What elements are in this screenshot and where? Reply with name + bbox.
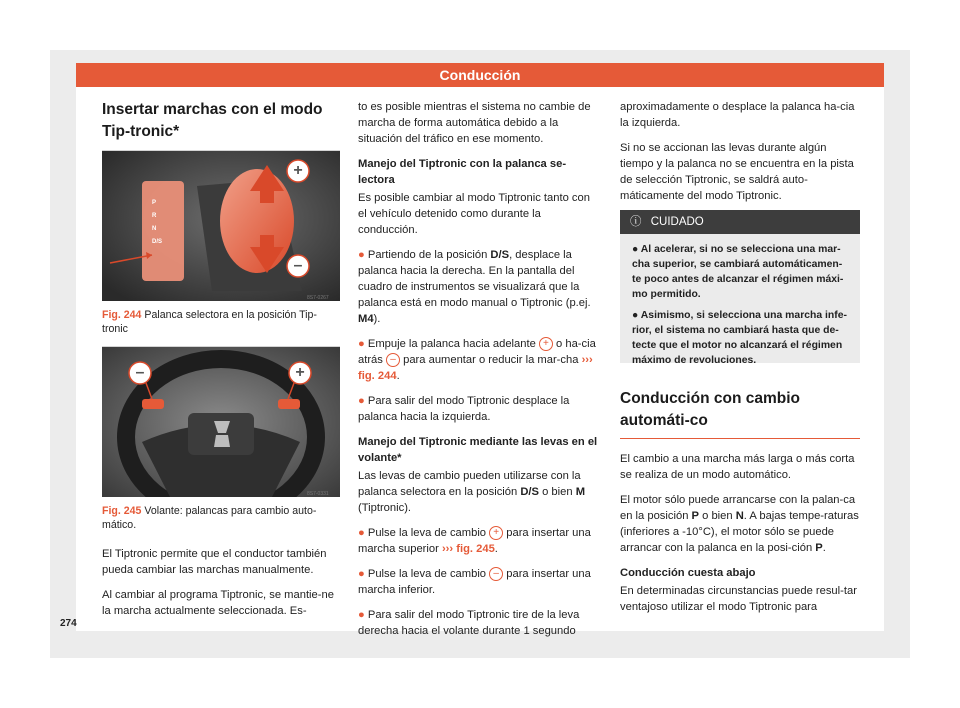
figure-caption-text: Palanca selectora en la posición Tip-tronic	[102, 309, 317, 335]
caution-title: CUIDADO	[650, 216, 704, 228]
section-header: Conducción	[76, 63, 884, 87]
figure-caption-text: Volante: palancas para cambio auto-mático.	[102, 505, 317, 531]
bullet-icon: ●	[358, 249, 365, 261]
text: .	[494, 543, 498, 555]
figure-code: 8S7-0267	[307, 295, 329, 301]
text: . A bajas tempe-raturas (inferiores a -10°C), el motor sólo se puede arrancar con la palanca en la posi-ción	[620, 510, 859, 554]
paragraph: Es posible cambiar al modo Tiptronic tanto con el vehículo detenido como durante la conducción.	[358, 192, 590, 236]
gate-ds: D/S	[152, 239, 163, 245]
caution-item	[632, 308, 848, 368]
text: Las levas de cambio pueden utilizarse con la palanca selectora en la posición	[358, 470, 581, 498]
paragraph: aproximadamente o desplace la palanca ha-cia la izquierda.	[620, 101, 855, 129]
bullet-icon: ●	[632, 244, 639, 255]
caution-item	[632, 242, 848, 302]
paragraph: El cambio a una marcha más larga o más corta se realiza de un modo automático.	[620, 453, 855, 481]
minus-icon: –	[386, 353, 400, 367]
text: Asimismo, si selecciona una marcha infe-rior, el sistema no cambiará hasta que de-tecte que el motor no alcanzará el régimen máximo de revoluciones.	[632, 310, 847, 366]
bullet-icon: ●	[358, 609, 365, 621]
paragraph	[358, 468, 598, 516]
minus-icon: –	[489, 567, 503, 581]
subheading-paddles: Manejo del Tiptronic mediante las levas en el volante*	[358, 436, 598, 464]
figure-link[interactable]: ››› fig. 245	[441, 543, 495, 555]
plus-icon: +	[295, 364, 305, 381]
paragraph: El Tiptronic permite que el conductor también pueda cambiar las marchas manualmente.	[102, 548, 327, 576]
steering-wheel-image	[102, 347, 340, 497]
paragraph	[620, 492, 860, 556]
bullet-icon: ●	[358, 395, 365, 407]
text: o bien	[542, 486, 573, 498]
text: .	[822, 542, 826, 554]
middle-column	[358, 99, 598, 648]
paragraph: Al cambiar al programa Tiptronic, se mantie-ne la marcha actualmente seleccionada. Es-	[102, 589, 334, 617]
list-item	[358, 566, 598, 598]
text: P	[815, 542, 823, 554]
list-item	[358, 247, 598, 327]
gate-p: P	[152, 200, 157, 206]
right-column-bottom	[620, 388, 860, 624]
text: Pulse la leva de cambio	[367, 527, 487, 539]
text: Para salir del modo Tiptronic tire de la leva derecha hacia el volante durante 1 segundo	[358, 609, 580, 637]
bullet-icon: ●	[632, 310, 639, 321]
text: Para salir del modo Tiptronic desplace la palanca hacia la izquierda.	[358, 395, 570, 423]
text: P	[691, 510, 699, 522]
minus-icon: –	[135, 364, 145, 381]
left-column-text	[102, 546, 340, 628]
page-number: 274	[60, 618, 77, 629]
plus-icon: +	[293, 162, 303, 179]
text: .	[396, 370, 400, 382]
text: para insertar una marcha inferior.	[358, 568, 591, 596]
figure-number: Fig. 244	[102, 309, 142, 321]
minus-icon: –	[293, 257, 303, 274]
paragraph: Si no se accionan las levas durante algún tiempo y la palanca no se encuentra en la pista de selección Tiptronic, se saldrá auto-máticamente del modo Tiptronic.	[620, 142, 854, 202]
figure-code: 8S7-0331	[307, 491, 329, 497]
gate-r: R	[152, 213, 157, 219]
section-heading-tiptronic: Insertar marchas con el modo Tip-tronic*	[102, 101, 323, 140]
list-item	[358, 393, 598, 425]
caution-box	[620, 210, 860, 366]
bullet-icon: ●	[358, 338, 365, 350]
text: Partiendo de la posición	[367, 249, 488, 261]
text: (Tiptronic).	[358, 502, 412, 514]
text: M	[575, 486, 586, 498]
text: N	[735, 510, 744, 522]
text: Pulse la leva de cambio	[367, 568, 487, 580]
figure-caption	[102, 504, 340, 532]
info-icon: ⓘ	[630, 216, 642, 228]
caution-header	[620, 210, 860, 234]
figure-245	[102, 346, 340, 531]
text: para aumentar o reducir la mar-cha	[403, 354, 579, 366]
list-item	[358, 607, 598, 639]
list-item	[358, 525, 598, 557]
subheading-downhill: Conducción cuesta abajo	[620, 567, 756, 579]
plus-icon: +	[539, 337, 553, 351]
paragraph: En determinadas circunstancias puede resul-tar ventajoso utilizar el modo Tiptronic para	[620, 585, 857, 613]
bullet-icon: ●	[358, 527, 365, 539]
text: ).	[373, 313, 381, 325]
text: Empuje la palanca hacia adelante	[367, 338, 536, 350]
paragraph: to es posible mientras el sistema no cambie de marcha de forma automática debido a la situación del tráfico en ese momento.	[358, 101, 591, 145]
plus-icon: +	[489, 526, 503, 540]
text: D/S	[520, 486, 539, 498]
bullet-icon: ●	[358, 568, 365, 580]
figure-caption	[102, 308, 340, 336]
text: El motor sólo puede arrancarse con la palan-ca en la posición	[620, 494, 856, 522]
right-column-top	[620, 99, 860, 213]
text: , desplace la palanca hacia la derecha. En la pantalla del cuadro de instrumentos se visualizará que la palanca está en modo manual o Tiptronic (p.ej.	[358, 249, 591, 309]
gear-selector-image	[102, 151, 340, 301]
list-item	[358, 336, 598, 384]
gate-labels	[152, 197, 162, 249]
text: o ha-cia atrás	[358, 338, 596, 366]
heading-rule	[620, 438, 860, 439]
text: D/S	[490, 249, 510, 261]
text: Al acelerar, si no se selecciona una mar-cha superior, se cambiará automáticamen-te poco antes de alcanzar el régimen máxi-mo permitido.	[632, 244, 844, 300]
figure-link[interactable]: ››› fig. 244	[358, 354, 593, 382]
section-heading-automatic: Conducción con cambio automáti-co	[620, 390, 800, 429]
text: M4	[358, 313, 374, 325]
gate-n: N	[152, 226, 157, 232]
text: para insertar una marcha superior	[358, 527, 591, 555]
caution-body	[620, 234, 860, 368]
text: o bien	[702, 510, 733, 522]
figure-number: Fig. 245	[102, 505, 142, 517]
subheading-lever: Manejo del Tiptronic con la palanca se-lectora	[358, 158, 567, 186]
left-column-heading-block	[102, 99, 340, 152]
figure-244	[102, 150, 340, 337]
